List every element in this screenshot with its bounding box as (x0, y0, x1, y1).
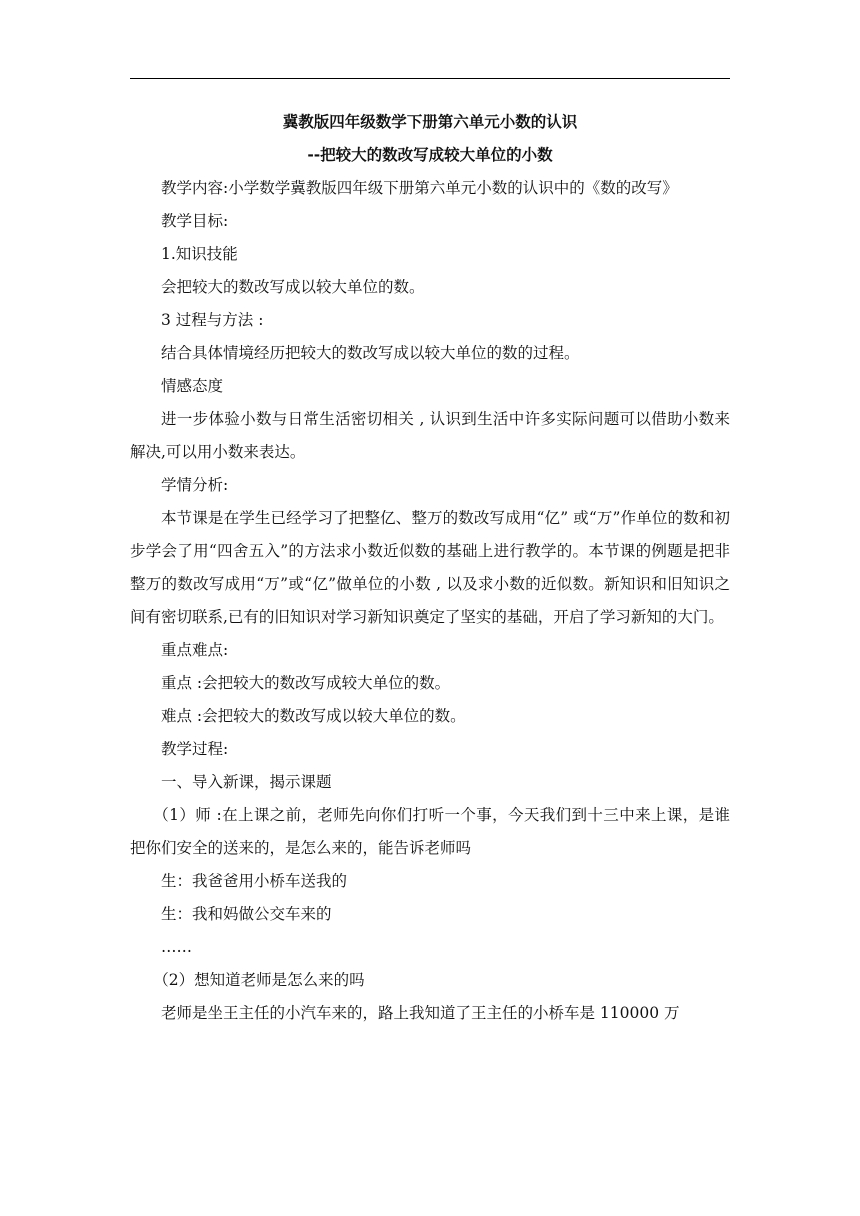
header-rule (130, 78, 730, 79)
paragraph-student-answer-1: 生：我爸爸用小桥车送我的 (161, 872, 348, 890)
paragraph-key-point: 重点 :会把较大的数改写成较大单位的数。 (161, 674, 451, 692)
paragraph-analysis-detail: 本节课是在学生已经学习了把整亿、整万的数改写成用“亿” 或“万”作单位的数和初步学会了用“四舍五入”的方法求小数近似数的基础上进行教学的。本节课的例题是把非整万的数改写成用“万”或“亿”做单位的小数 , 以及求小数的近似数。新知识和旧知识之间有密切联系,已有的旧知识对学习新知识奠定了坚实的基础，开启了学习新知的大门。 (130, 509, 730, 626)
paragraph-teaching-content: 教学内容:小学数学冀教版四年级下册第六单元小数的认识中的《数的改写》 (161, 179, 678, 197)
paragraph-question-two: （2）想知道老师是怎么来的吗 (153, 971, 365, 989)
paragraph-teacher-story: 老师是坐王主任的小汽车来的，路上我知道了王主任的小桥车是 110000 万 (161, 1004, 680, 1022)
paragraph-student-analysis: 学情分析: (161, 476, 229, 494)
paragraph-teaching-process: 教学过程: (161, 740, 229, 758)
paragraph-student-answer-2: 生：我和妈做公交车来的 (161, 905, 332, 923)
paragraph-process-method: 3 过程与方法 : (161, 311, 264, 329)
paragraph-process-detail: 结合具体情境经历把较大的数改写成以较大单位的数的过程。 (161, 344, 580, 362)
paragraph-attitude: 情感态度 (161, 377, 224, 395)
paragraph-attitude-detail: 进一步体验小数与日常生活密切相关 , 认识到生活中许多实际问题可以借助小数来解决,可以用小数来表达。 (130, 410, 730, 461)
paragraph-teacher-question: （1）师 :在上课之前，老师先向你们打听一个事，今天我们到十三中来上课，是谁把你们安全的送来的，是怎么来的，能告诉老师吗 (130, 806, 730, 857)
document-subtitle: --把较大的数改写成较大单位的小数 (307, 146, 553, 164)
paragraph-difficult-point: 难点 :会把较大的数改写成以较大单位的数。 (161, 707, 466, 725)
paragraph-section-one: 一、导入新课，揭示课题 (161, 773, 332, 791)
document-body (130, 106, 730, 1030)
document-title: 冀教版四年级数学下册第六单元小数的认识 (282, 113, 578, 131)
paragraph-teaching-goals: 教学目标: (161, 212, 229, 230)
paragraph-key-points: 重点难点: (161, 641, 229, 659)
paragraph-ellipsis: …… (161, 938, 192, 956)
paragraph-knowledge-skills: 1.知识技能 (161, 245, 238, 263)
paragraph-knowledge-detail: 会把较大的数改写成以较大单位的数。 (161, 278, 425, 296)
